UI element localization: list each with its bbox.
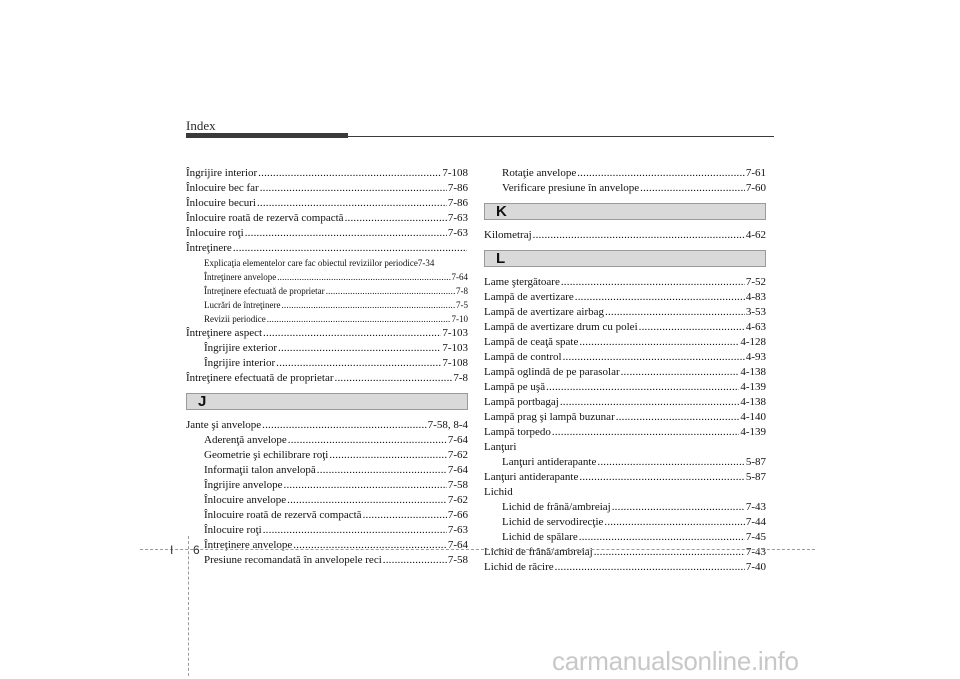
index-entry: Întreţinere ..... xyxy=(186,241,468,256)
watermark-logo: carmanualsonline.info xyxy=(552,646,799,676)
index-entry: Lichid de răcire ..... 7-40 xyxy=(484,560,766,575)
index-entry: Jante şi anvelope ..... 7-58, 8-4 xyxy=(186,418,468,433)
index-entry-heading: Lichid xyxy=(484,486,513,498)
letter-section-k: K xyxy=(484,203,766,220)
index-entry: Lampă de control ..... 4-93 xyxy=(484,350,766,365)
index-entry: Lampă pe uşă ..... 4-139 xyxy=(484,380,766,395)
index-entry: Înlocuire becuri ..... 7-86 xyxy=(186,196,468,211)
index-subentry: Explicaţia elementelor care fac obiectul reviziilor periodice 7-34 xyxy=(204,258,435,268)
page-header-title: Index xyxy=(186,118,216,133)
index-entry: Lampă oglindă de pe parasolar ..... 4-138 xyxy=(484,365,766,380)
index-subentry: Revizii periodice ..... 7-10 xyxy=(186,312,468,326)
index-entry: Lampă de ceaţă spate ..... 4-128 xyxy=(484,335,766,350)
index-subentry: Aderenţă anvelope ..... 7-64 xyxy=(186,433,468,448)
index-subentry: Lucrări de întreţinere ..... 7-5 xyxy=(186,298,468,312)
index-entry: Lame ştergătoare ..... 7-52 xyxy=(484,275,766,290)
index-subentry: Informaţii talon anvelopă ..... 7-64 xyxy=(186,463,468,478)
index-entry: Lampă portbagaj ..... 4-138 xyxy=(484,395,766,410)
index-subentry: Lanţuri antiderapante ..... 5-87 xyxy=(484,455,766,470)
index-entry: Lanţuri antiderapante ..... 5-87 xyxy=(484,470,766,485)
index-entry: Lampă de avertizare ..... 4-83 xyxy=(484,290,766,305)
index-entry: Lampă de avertizare airbag ..... 3-53 xyxy=(484,305,766,320)
index-subentry: Rotaţie anvelope ..... 7-61 xyxy=(484,166,766,181)
index-entry: Lichid de frână/ambreiaj ..... 7-43 xyxy=(484,545,766,560)
index-subentry: Lichid de spălare ..... 7-45 xyxy=(484,530,766,545)
index-entry: Înlocuire roţi ..... 7-63 xyxy=(186,226,468,241)
index-subentry: Lichid de frână/ambreiaj ..... 7-43 xyxy=(484,500,766,515)
footer-vertical-rule xyxy=(188,536,189,676)
letter-section-l: L xyxy=(484,250,766,267)
index-subentry: Verificare presiune în anvelope ..... 7-60 xyxy=(484,181,766,196)
letter-section-j: J xyxy=(186,393,468,410)
index-subentry: Îngrijire exterior ..... 7-103 xyxy=(186,341,468,356)
index-entry: Kilometraj ..... 4-62 xyxy=(484,228,766,243)
index-entry: Înlocuire bec far ..... 7-86 xyxy=(186,181,468,196)
footer-section-letter: I xyxy=(170,543,174,557)
index-subentry: Îngrijire anvelope ..... 7-58 xyxy=(186,478,468,493)
index-entry: Îngrijire interior ..... 7-108 xyxy=(186,166,468,181)
index-subentry: Înlocuire roţi ..... 7-63 xyxy=(186,523,468,538)
index-subentry: Lichid de servodirecţie ..... 7-44 xyxy=(484,515,766,530)
index-subentry: Întreţinere efectuată de proprietar ..... 7-8 xyxy=(186,284,468,298)
header-rule-thin xyxy=(186,136,774,137)
index-subentry: Înlocuire anvelope ..... 7-62 xyxy=(186,493,468,508)
index-subentry: Înlocuire roată de rezervă compactă ..... 7-66 xyxy=(186,508,468,523)
index-entry: Întreţinere efectuată de proprietar ..... 7-8 xyxy=(186,371,468,386)
index-entry: Lampă de avertizare drum cu polei ..... 4-63 xyxy=(484,320,766,335)
index-entry: Lampă torpedo ..... 4-139 xyxy=(484,425,766,440)
index-entry: Înlocuire roată de rezervă compactă ..... 7-63 xyxy=(186,211,468,226)
index-entry-heading: Lanţuri xyxy=(484,441,517,453)
index-subentry: Întreţinere anvelope ..... 7-64 xyxy=(186,538,468,553)
index-entry: Întreţinere aspect ..... 7-103 xyxy=(186,326,468,341)
index-subentry: Presiune recomandată în anvelopele reci ..... 7-58 xyxy=(186,553,468,568)
index-subentry: Întreţinere anvelope ..... 7-64 xyxy=(186,270,468,284)
index-entry: Lampă prag şi lampă buzunar ..... 4-140 xyxy=(484,410,766,425)
footer-page-number: 6 xyxy=(193,543,200,557)
index-subentry: Geometrie şi echilibrare roţi ..... 7-62 xyxy=(186,448,468,463)
index-column-left xyxy=(186,166,468,568)
footer-rule xyxy=(140,549,815,550)
index-column-right xyxy=(484,166,766,575)
index-subentry: Îngrijire interior ..... 7-108 xyxy=(186,356,468,371)
